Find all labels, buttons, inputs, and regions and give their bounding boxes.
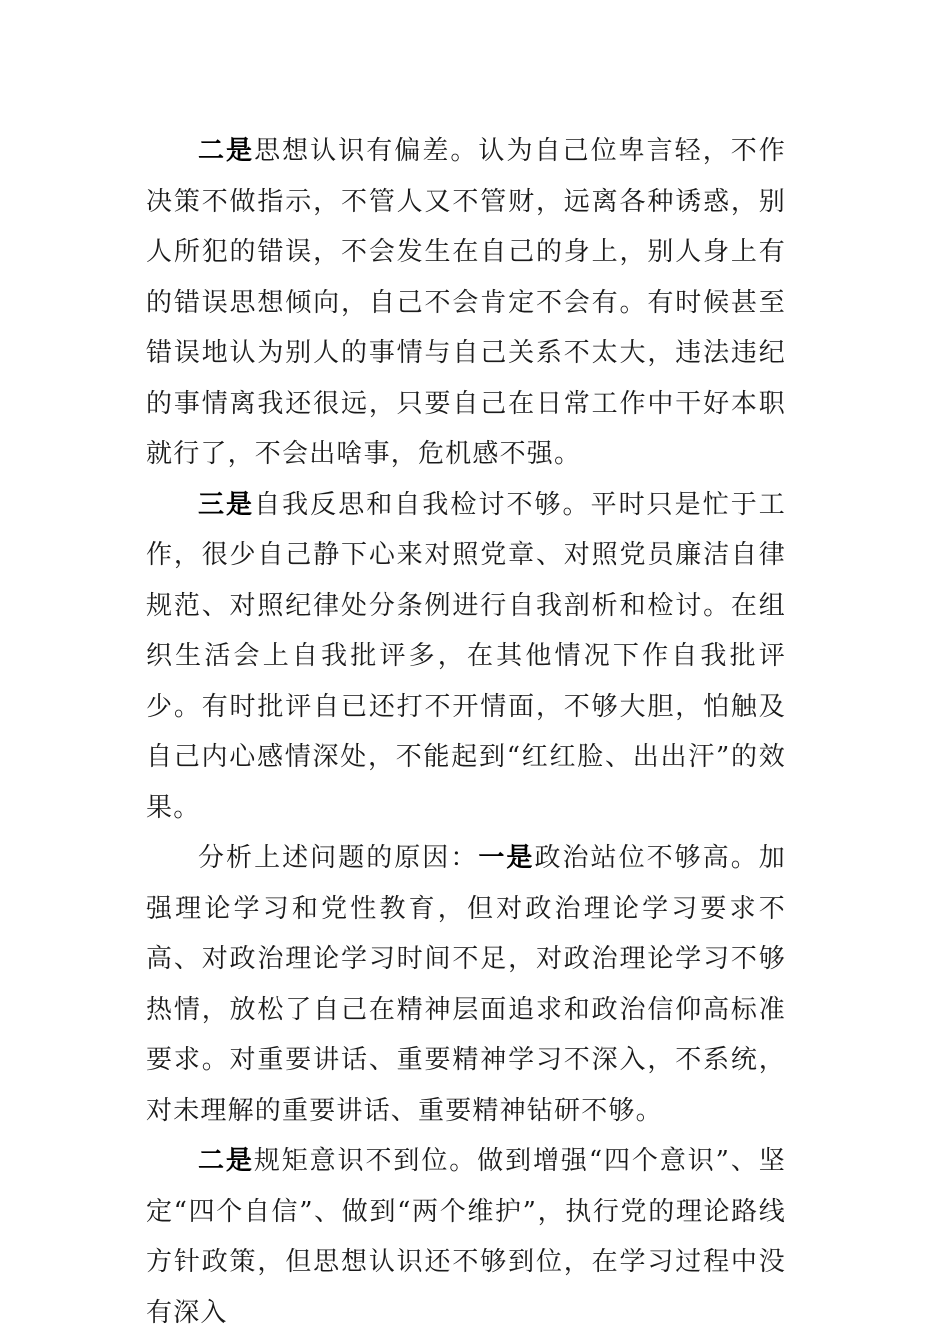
- paragraph-lead: 三是: [198, 489, 255, 520]
- paragraph-prefix: 分析上述问题的原因：: [198, 843, 479, 873]
- document-body: [146, 126, 786, 1338]
- paragraph-lead: 一是: [478, 843, 535, 873]
- paragraph-lead: 二是: [198, 136, 255, 166]
- paragraph-second-point-thinking: [146, 126, 786, 480]
- paragraph-text: 思想认识有偏差。认为自己位卑言轻，不作决策不做指示，不管人又不管财，远离各种诱惑，别人所犯的错误，不会发生在自己的身上，别人身上有的错误思想倾向，自己不会肯定不会有。有时候甚至错误地认为别人的事情与自己关系不太大，违法违纪的事情离我还很远，只要自己在日常工作中干好本职就行了，不会出啥事，危机感不强。: [146, 136, 786, 469]
- paragraph-lead: 二是: [198, 1146, 254, 1176]
- paragraph-text: 自我反思和自我检讨不够。平时只是忙于工作，很少自己静下心来对照党章、对照党员廉洁自律规范、对照纪律处分条例进行自我剖析和检讨。在组织生活会上自我批评多，在其他情况下作自我批评少。有时批评自已还打不开情面，不够大胆，怕触及自己内心感情深处，不能起到“红红脸、出出汗”的效果。: [146, 489, 786, 823]
- paragraph-third-point-self-reflection: [146, 480, 786, 834]
- paragraph-text: 规矩意识不到位。做到增强“四个意识”、坚定“四个自信”、做到“两个维护”，执行党的理论路线方针政策，但思想认识还不够到位，在学习过程中没有深入: [146, 1146, 786, 1328]
- paragraph-text: 政治站位不够高。加强理论学习和党性教育，但对政治理论学习要求不高、对政治理论学习时间不足，对政治理论学习不够热情，放松了自己在精神层面追求和政治信仰高标准要求。对重要讲话、重要精神学习不深入，不系统，对未理解的重要讲话、重要精神钻研不够。: [146, 843, 786, 1126]
- paragraph-cause-analysis-second: [146, 1136, 786, 1338]
- paragraph-cause-analysis-first: [146, 833, 786, 1136]
